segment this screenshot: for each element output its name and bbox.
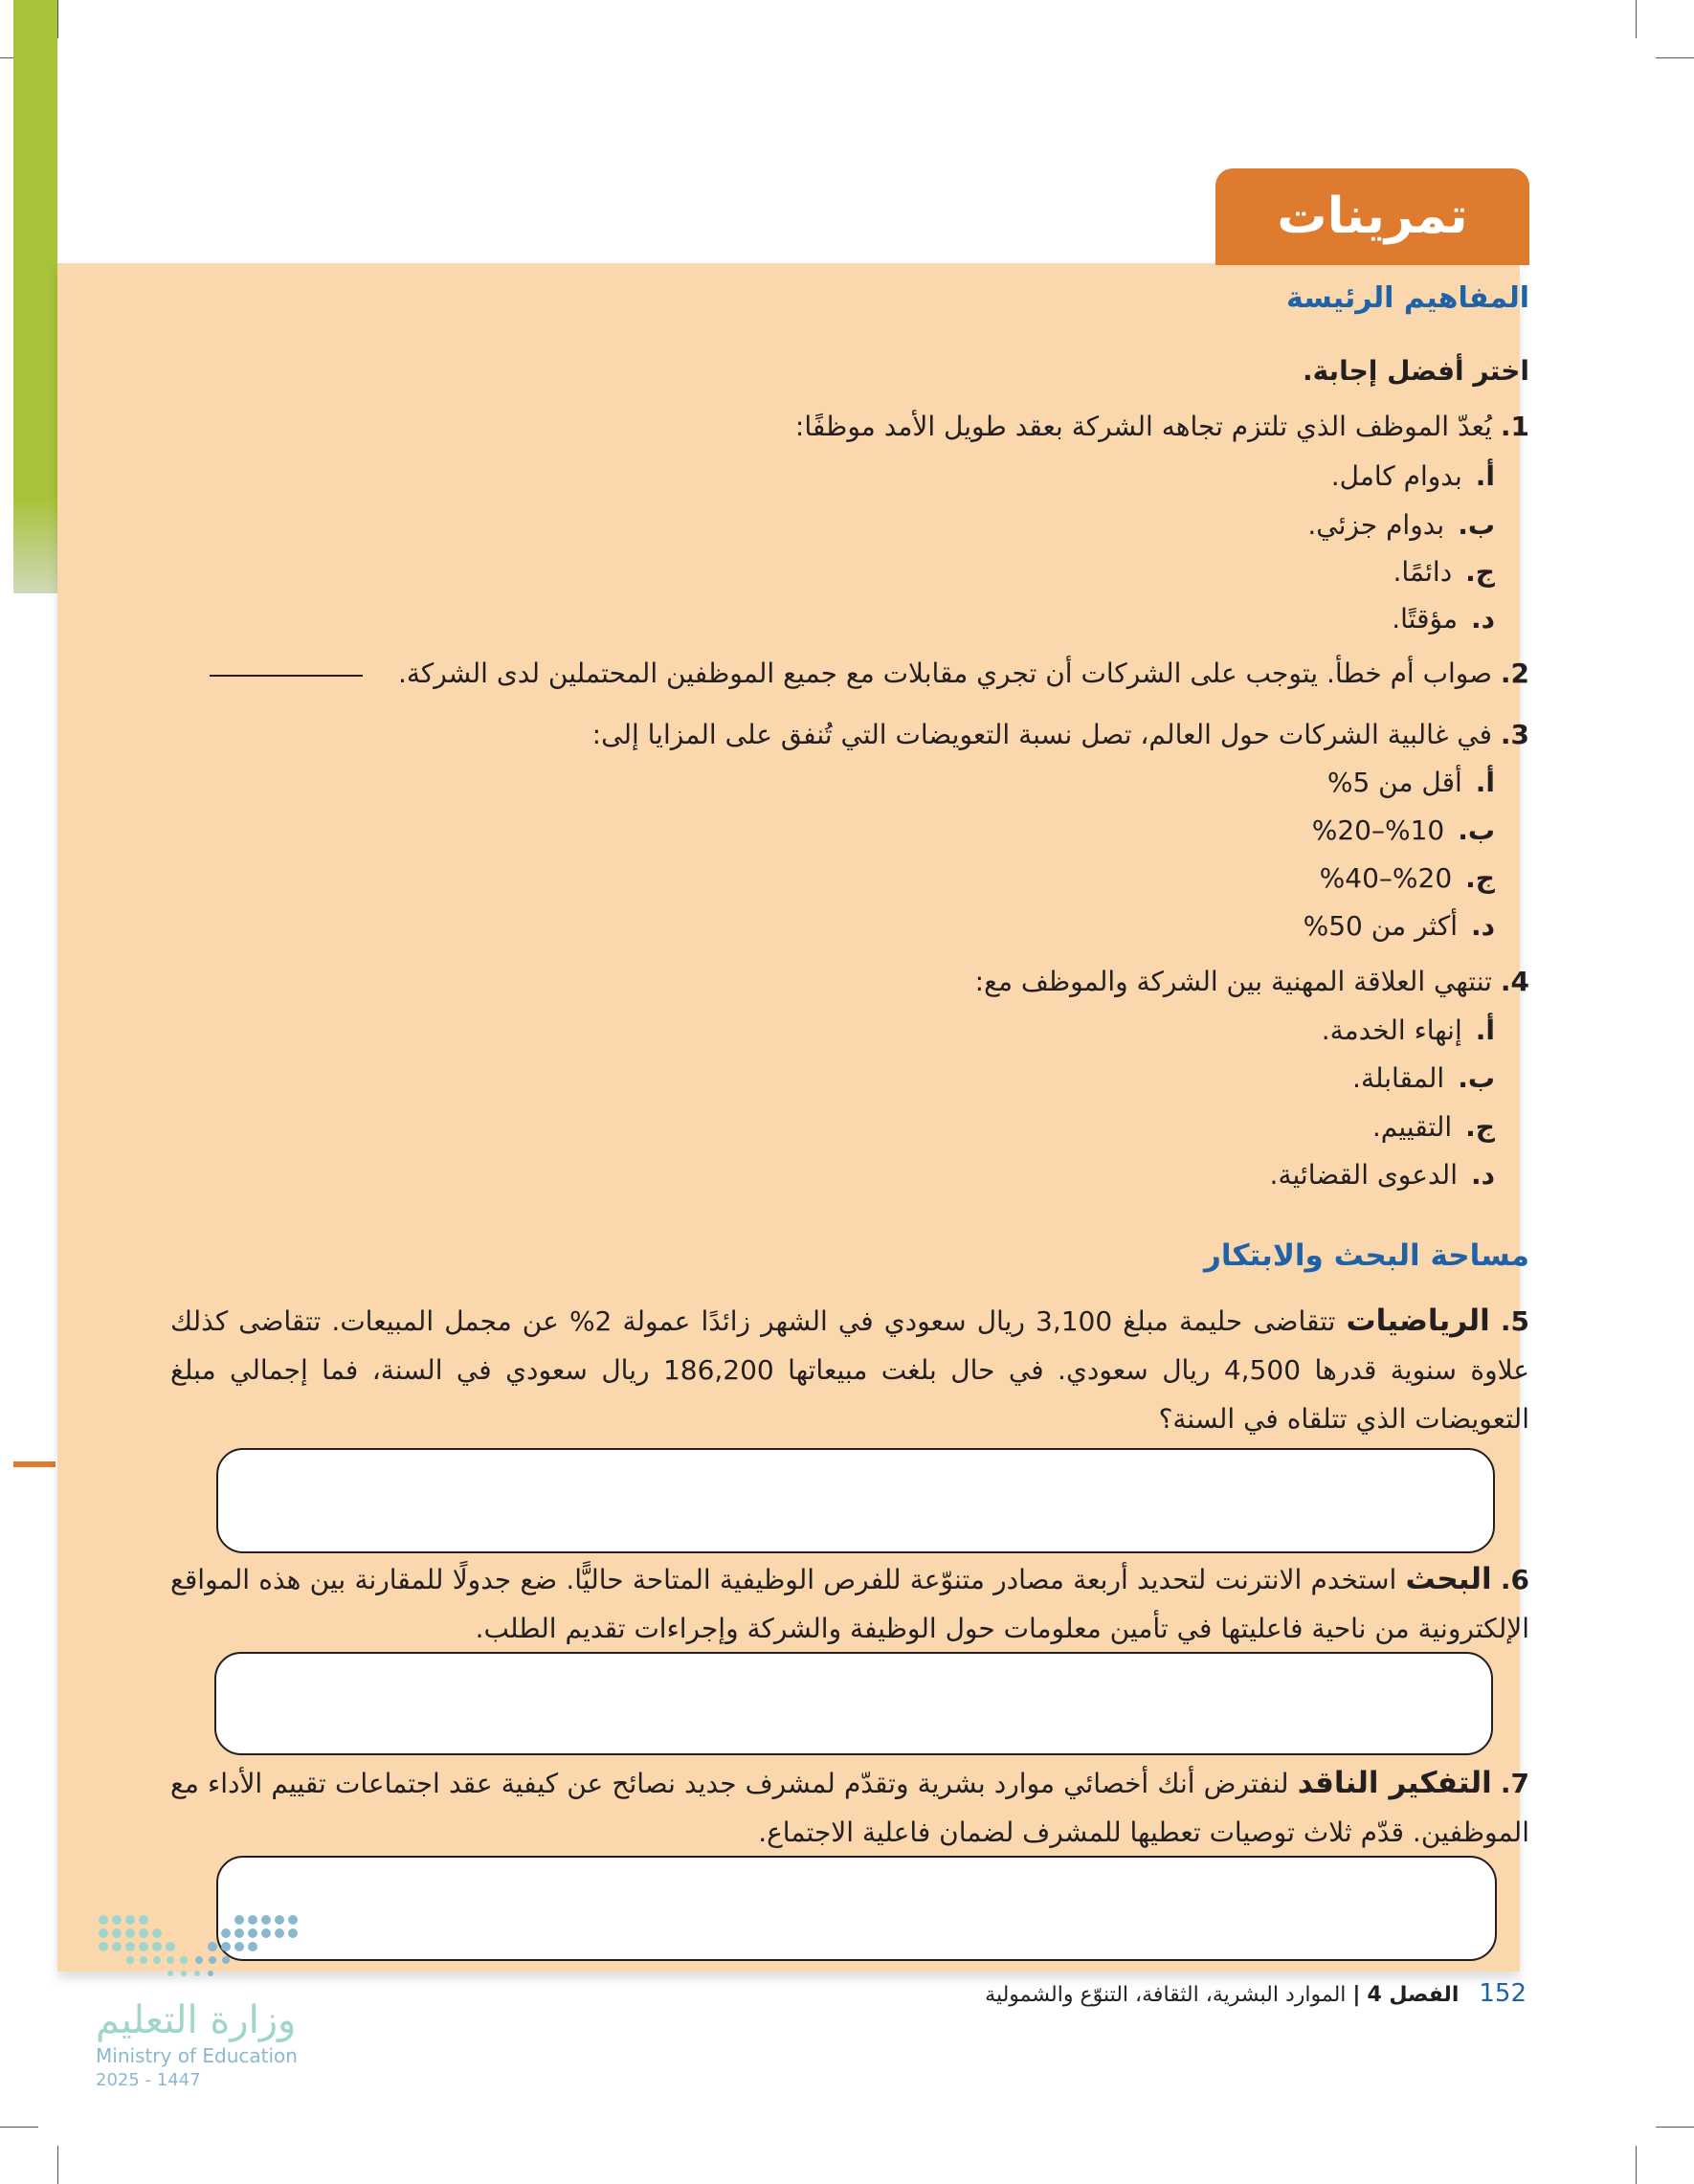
question-number: 7. bbox=[1500, 1768, 1529, 1799]
section-heading-research: مساحة البحث والابتكار bbox=[1204, 1238, 1529, 1273]
option-letter: ب. bbox=[1458, 814, 1495, 846]
option-letter: أ. bbox=[1475, 1014, 1495, 1046]
question-3 bbox=[592, 716, 1529, 754]
green-side-tab bbox=[13, 498, 61, 593]
crop-mark bbox=[57, 0, 58, 38]
option-letter: أ. bbox=[1475, 767, 1495, 798]
footer-separator: | bbox=[1352, 1983, 1361, 2007]
option-1b[interactable] bbox=[1307, 506, 1495, 545]
option-text: المقابلة. bbox=[1352, 1062, 1445, 1094]
option-4b[interactable] bbox=[1352, 1059, 1495, 1098]
page-number: 152 bbox=[1479, 1979, 1527, 2008]
question-5 bbox=[170, 1297, 1529, 1443]
question-text: صواب أم خطأ. يتوجب على الشركات أن تجري مقابلات مع جميع الموظفين المحتملين لدى الشركة. bbox=[397, 657, 1492, 689]
option-letter: د. bbox=[1470, 910, 1495, 942]
ministry-name-english: Ministry of Education bbox=[96, 2044, 298, 2067]
option-letter: ج. bbox=[1465, 862, 1495, 894]
question-1 bbox=[795, 408, 1529, 446]
option-3b[interactable] bbox=[1312, 812, 1495, 850]
option-text: أقل من 5% bbox=[1326, 767, 1462, 798]
option-text: مؤقتًا. bbox=[1392, 603, 1458, 635]
question-number: 5. bbox=[1500, 1305, 1530, 1337]
option-text: بدوام جزئي. bbox=[1307, 509, 1445, 541]
option-letter: أ. bbox=[1475, 460, 1495, 492]
orange-margin-mark bbox=[13, 1461, 56, 1467]
question-7 bbox=[170, 1759, 1529, 1857]
page-footer bbox=[985, 1979, 1527, 2008]
question-number: 4. bbox=[1500, 966, 1529, 997]
answer-box-5[interactable] bbox=[216, 1448, 1495, 1553]
option-letter: ب. bbox=[1458, 509, 1495, 541]
question-label: الرياضيات bbox=[1346, 1304, 1490, 1338]
section-heading-key-concepts: المفاهيم الرئيسة bbox=[1286, 281, 1529, 315]
crop-mark bbox=[1656, 2127, 1694, 2128]
instruction-text: اختر أفضل إجابة. bbox=[1302, 355, 1529, 387]
crop-mark bbox=[1656, 57, 1694, 58]
question-number: 1. bbox=[1500, 411, 1529, 442]
question-text: في غالبية الشركات حول العالم، تصل نسبة التعويضات التي تُنفق على المزايا إلى: bbox=[591, 719, 1492, 750]
answer-blank-line[interactable] bbox=[210, 673, 363, 677]
option-text: أكثر من 50% bbox=[1303, 910, 1458, 942]
option-text: 20%–40% bbox=[1319, 862, 1453, 894]
option-letter: ج. bbox=[1465, 1111, 1495, 1143]
option-text: التقييم. bbox=[1371, 1111, 1453, 1143]
option-letter: ج. bbox=[1465, 556, 1495, 588]
option-3d[interactable] bbox=[1304, 907, 1495, 946]
option-4c[interactable] bbox=[1372, 1108, 1495, 1147]
question-number: 2. bbox=[1500, 657, 1529, 689]
option-text: 10%–20% bbox=[1311, 814, 1445, 846]
chapter-label: الفصل 4 bbox=[1367, 1983, 1460, 2007]
option-text: بدوام كامل. bbox=[1330, 460, 1462, 492]
crop-mark bbox=[0, 2127, 38, 2128]
ministry-year: 2025 - 1447 bbox=[96, 2070, 201, 2090]
option-1d[interactable] bbox=[1392, 600, 1495, 638]
question-label: التفكير الناقد bbox=[1297, 1766, 1492, 1800]
crop-mark bbox=[1636, 0, 1637, 38]
option-1a[interactable] bbox=[1331, 457, 1495, 496]
question-6 bbox=[170, 1555, 1529, 1653]
crop-mark bbox=[1636, 2146, 1637, 2184]
question-text: استخدم الانترنت لتحديد أربعة مصادر متنوّعة للفرص الوظيفية المتاحة حاليًّا. ضع جدولًا للمقارنة بين هذه المواقع الإلكترونية من ناحية فاعليتها في تأمين معلومات حول الوظيفة والشركة وإجراءات تقديم الطلب. bbox=[170, 1564, 1529, 1644]
question-4 bbox=[975, 963, 1529, 1001]
ministry-name-arabic: وزارة التعليم bbox=[96, 1998, 297, 2042]
ministry-logo-dots-icon bbox=[96, 1912, 316, 1984]
question-number: 6. bbox=[1500, 1564, 1529, 1595]
question-number: 3. bbox=[1500, 719, 1529, 750]
option-4a[interactable] bbox=[1322, 1012, 1495, 1050]
option-3c[interactable] bbox=[1320, 859, 1495, 898]
page-title: تمرينات bbox=[1215, 168, 1529, 265]
option-text: الدعوى القضائية. bbox=[1269, 1159, 1458, 1191]
option-letter: د. bbox=[1470, 1159, 1495, 1191]
question-text: يُعدّ الموظف الذي تلتزم تجاهه الشركة بعقد طويل الأمد موظفًا: bbox=[794, 411, 1492, 442]
option-text: دائمًا. bbox=[1393, 556, 1453, 588]
question-label: البحث bbox=[1405, 1562, 1492, 1596]
answer-box-6[interactable] bbox=[214, 1652, 1493, 1755]
option-letter: ب. bbox=[1458, 1062, 1495, 1094]
chapter-title: الموارد البشرية، الثقافة، التنوّع والشمولية bbox=[985, 1983, 1347, 2007]
option-4d[interactable] bbox=[1270, 1156, 1495, 1194]
question-text: تتقاضى حليمة مبلغ 3,100 ريال سعودي في الشهر زائدًا عمولة 2% عن مجمل المبيعات. تتقاضى كذلك علاوة سنوية قدرها 4,500 ريال سعودي. في حال بلغت مبيعاتها 186,200 ريال سعودي في السنة، فما إجمالي مبلغ التعويضات الذي تتلقاه في السنة؟ bbox=[170, 1305, 1530, 1435]
question-2 bbox=[210, 655, 1529, 693]
option-text: إنهاء الخدمة. bbox=[1321, 1014, 1462, 1046]
answer-box-7[interactable] bbox=[216, 1856, 1497, 1961]
question-text: تنتهي العلاقة المهنية بين الشركة والموظف مع: bbox=[974, 966, 1492, 997]
option-3a[interactable] bbox=[1327, 764, 1495, 802]
crop-mark bbox=[57, 2146, 58, 2184]
question-text: لنفترض أنك أخصائي موارد بشرية وتقدّم لمشرف جديد نصائح عن كيفية عقد اجتماعات تقييم الأداء مع الموظفين. قدّم ثلاث توصيات تعطيها للمشرف لضمان فاعلية الاجتماع. bbox=[170, 1768, 1529, 1848]
option-letter: د. bbox=[1470, 603, 1495, 635]
option-1c[interactable] bbox=[1393, 553, 1496, 591]
